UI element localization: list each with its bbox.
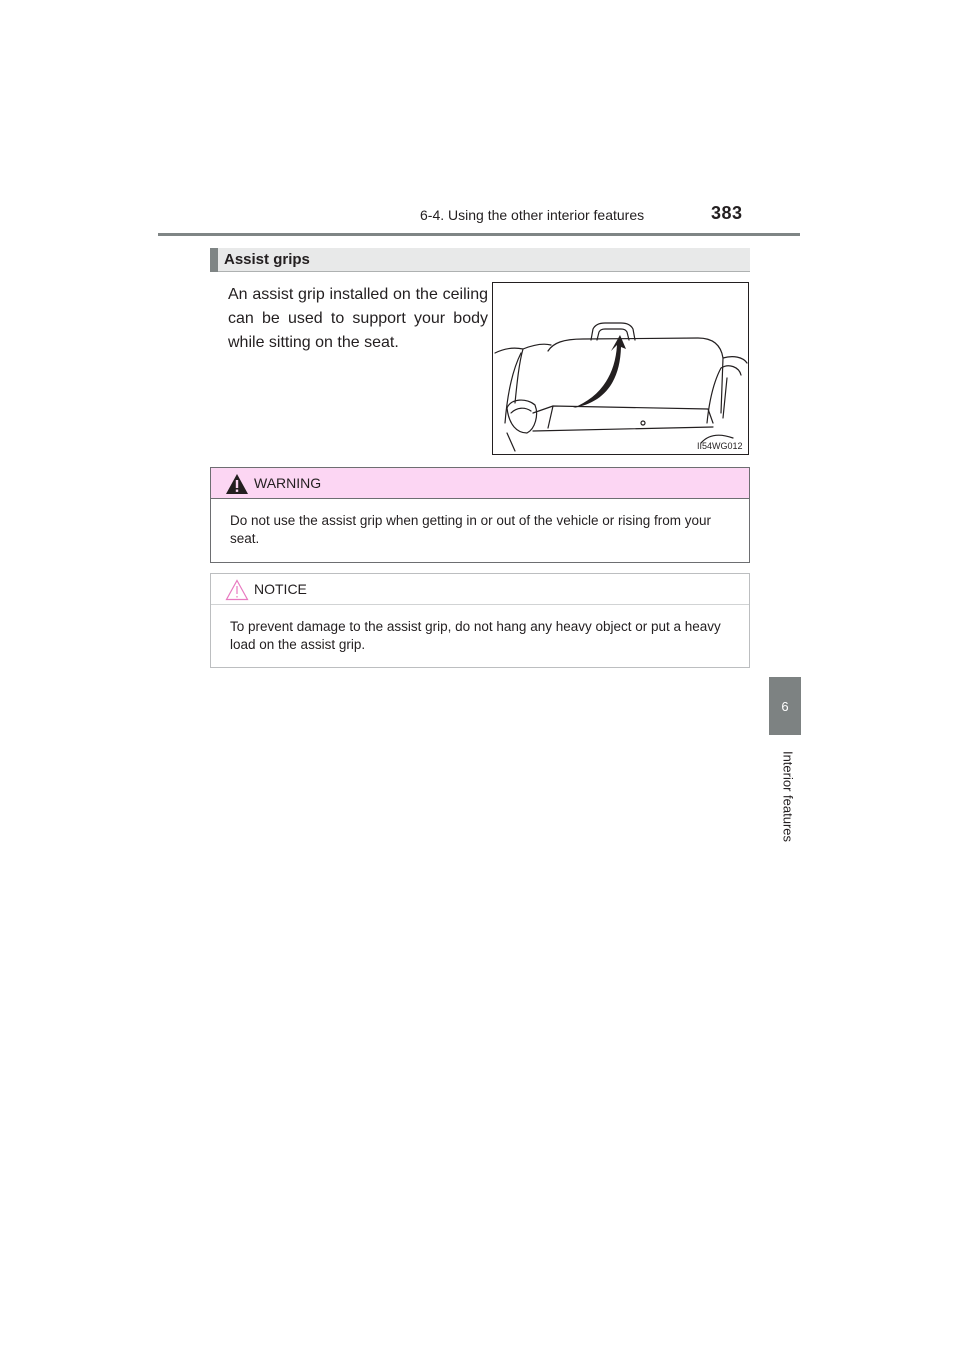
notice-header	[211, 574, 749, 605]
notice-text: To prevent damage to the assist grip, do not hang any heavy object or put a heavy load on the assist grip.	[230, 619, 721, 652]
notice-box	[210, 573, 750, 668]
section-heading	[210, 248, 750, 272]
assist-grip-illustration	[493, 283, 748, 454]
section-body-text: An assist grip installed on the ceiling can be used to support your body while sitting on the seat.	[228, 286, 488, 351]
warning-header	[211, 468, 749, 499]
warning-box	[210, 467, 750, 563]
page-number: 383	[711, 203, 743, 223]
chapter-tab-label	[778, 744, 798, 854]
figure-code: II54WG012	[697, 441, 743, 451]
header-section-title: 6-4. Using the other interior features	[420, 207, 645, 223]
warning-text: Do not use the assist grip when getting in or out of the vehicle or rising from your seat.	[230, 513, 711, 546]
warning-title: WARNING	[254, 475, 322, 491]
assist-grip-figure	[492, 282, 749, 455]
warning-triangle-icon	[225, 473, 249, 495]
notice-triangle-icon	[225, 579, 249, 601]
chapter-tab-number[interactable]: 6	[769, 677, 801, 735]
section-title: Assist grips	[224, 251, 310, 268]
header-divider	[158, 233, 800, 236]
chapter-tab-title: Interior features	[780, 750, 796, 843]
section-heading-bar	[210, 248, 218, 272]
notice-title: NOTICE	[254, 581, 307, 597]
